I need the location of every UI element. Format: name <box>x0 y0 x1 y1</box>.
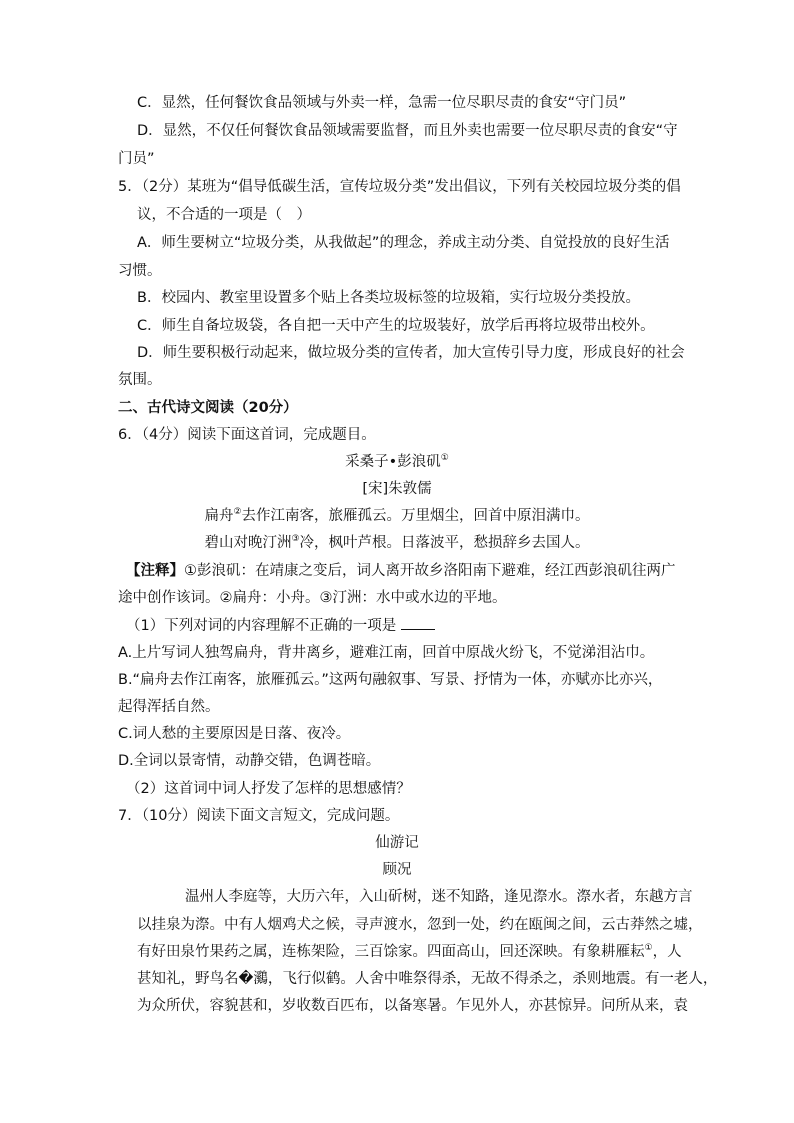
q7-paragraph-line3: 有好田泉竹果药之属，连栋架险，三百馀家。四面高山，回还深映。有象耕雁耘①，人 <box>137 943 682 960</box>
q5-option-d-line1: D．师生要积极行动起来，做垃圾分类的宣传者，加大宣传引导力度，形成良好的社会 <box>137 345 685 361</box>
q6-option-a: A.上片写词人独驾扁舟，背井离乡，避难江南，回首中原战火纷飞，不觉涕泪沾巾。 <box>118 645 655 661</box>
q5-stem-line1: 5．（2分）某班为“倡导低碳生活，宣传垃圾分类”发出倡议，下列有关校园垃圾分类的倡 <box>118 179 681 195</box>
poem-author: [宋]朱敦儒 <box>362 481 432 497</box>
section-heading: 二、古代诗文阅读（20分） <box>118 400 298 416</box>
poem-verse-1: 扁舟②去作江南客，旅雁孤云。万里烟尘，回首中原泪满巾。 <box>204 507 590 524</box>
q7-title: 仙游记 <box>375 835 419 851</box>
poem-verse-2: 碧山对晚汀洲③冷，枫叶芦根。日落波平，愁损辞乡去国人。 <box>204 534 590 551</box>
answer-blank[interactable] <box>401 615 435 630</box>
q4-option-c: C．显然，任何餐饮食品领域与外卖一样，急需一位尽职尽责的食安“守门员” <box>137 95 627 111</box>
q6-option-c: C.词人愁的主要原因是日落、夜冷。 <box>118 726 351 742</box>
q4-option-d-line1: D．显然，不仅任何餐饮食品领域需要监督，而且外卖也需要一位尽职尽责的食安“守 <box>137 123 678 139</box>
poem-title: 采桑子•彭浪矶① <box>345 453 449 470</box>
q5-option-a-line2: 习惯。 <box>118 263 162 279</box>
q7-author: 顾况 <box>382 862 412 878</box>
q6-option-b-line1: B.“扁舟去作江南客，旅雁孤云。”这两句融叙事、写景、抒情为一体，亦赋亦比亦兴， <box>118 672 663 688</box>
q6-stem: 6．（4分）阅读下面这首词，完成题目。 <box>118 427 376 443</box>
annotation-line1: 【注释】①彭浪矶：在靖康之变后，词人离开故乡洛阳南下避难，经江西彭浪矶往两广 <box>126 563 676 579</box>
q7-stem: 7．（10分）阅读下面文言短文，完成问题。 <box>118 808 400 824</box>
q7-paragraph-line1: 温州人李庭等，大历六年，入山斫树，迷不知路，逢见漈水。漈水者，东越方言 <box>185 889 693 905</box>
q6-sub2: （2）这首词中词人抒发了怎样的思想感情？ <box>126 781 411 797</box>
q6-sub1: （1）下列对词的内容理解不正确的一项是 <box>126 615 435 636</box>
q5-stem-line2: 议，不合适的一项是（ ） <box>137 207 311 223</box>
annotation-line2: 途中创作该词。②扁舟：小舟。③汀洲：水中或水边的平地。 <box>118 590 507 606</box>
q7-paragraph-line4: 甚知礼，野鸟名�鸂，飞行似鹤。人舍中唯祭得杀，无故不得杀之，杀则地震。有一老人， <box>137 971 718 987</box>
q7-paragraph-line2: 以挂泉为漈。中有人烟鸡犬之候，寻声渡水，忽到一处，约在瓯闽之间，云古莽然之墟， <box>137 917 703 933</box>
q6-option-b-line2: 起得浑括自然。 <box>118 699 220 715</box>
q4-option-d-line2: 门员” <box>118 151 155 167</box>
q5-option-b: B．校园内、教室里设置多个贴上各类垃圾标签的垃圾箱，实行垃圾分类投放。 <box>137 290 640 306</box>
q5-option-c: C．师生自备垃圾袋，各自把一天中产生的垃圾装好，放学后再将垃圾带出校外。 <box>137 318 655 334</box>
q5-option-a-line1: A．师生要树立“垃圾分类，从我做起”的理念，养成主动分类、自觉投放的良好生活 <box>137 235 670 251</box>
q7-paragraph-line5: 为众所伏，容貌甚和，岁收数百匹布，以备寒暑。乍见外人，亦甚惊异。问所从来，袁 <box>137 998 688 1014</box>
q5-option-d-line2: 氛围。 <box>118 372 162 388</box>
q6-option-d: D.全词以景寄情，动静交错，色调苍暗。 <box>118 753 381 769</box>
